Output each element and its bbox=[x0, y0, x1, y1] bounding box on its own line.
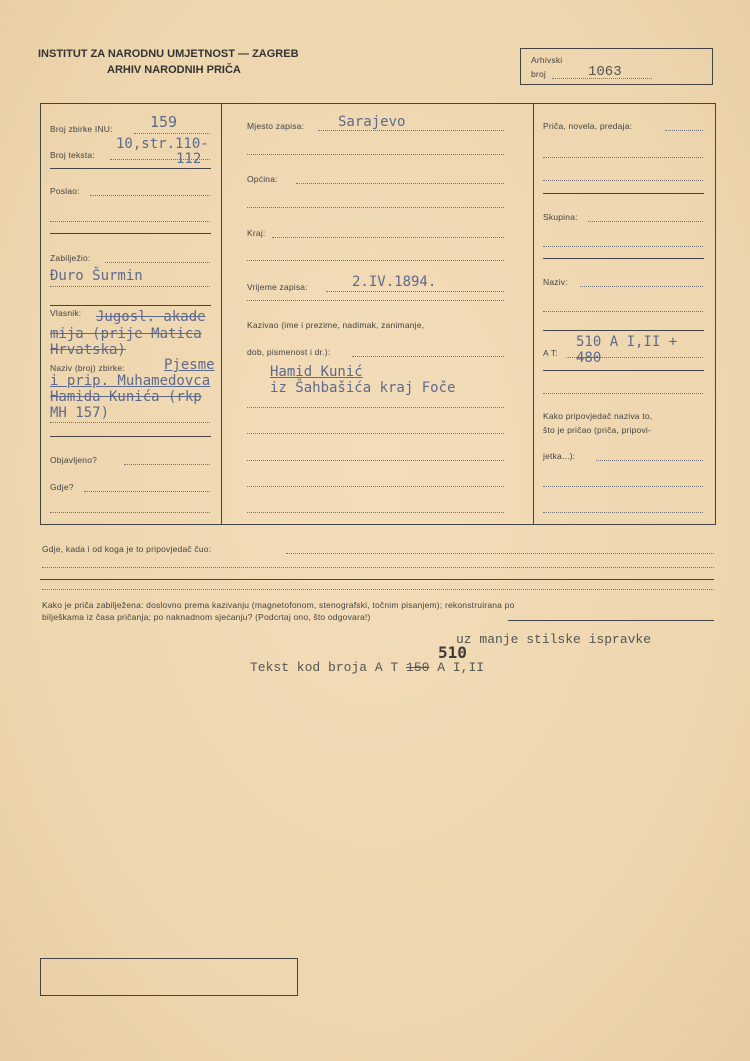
how-recorded-1: Kako je priča zabilježena: doslovno prema kazivanju (magnetofonom, stenografski, točnim pisanjem); rekonstruirana po bbox=[42, 600, 515, 610]
text-number-value-2: 112 bbox=[176, 151, 202, 167]
archive-number-label-2: broj bbox=[531, 69, 546, 79]
time-value: 2.IV.1894. bbox=[352, 274, 437, 290]
archive-number-label-1: Arhivski bbox=[531, 55, 563, 65]
narrator-value-1: Hamid Kunić bbox=[270, 364, 363, 380]
time-label: Vrijeme zapisa: bbox=[247, 282, 308, 292]
place-value: Sarajevo bbox=[338, 114, 406, 130]
recorded-label: Zabilježio: bbox=[50, 253, 91, 263]
narrator-label-1: Kazivao (ime i prezime, nadimak, zanimanje, bbox=[247, 320, 425, 330]
text-number-label: Broj teksta: bbox=[50, 150, 95, 160]
collection-name-value-2: i prip. Muhamedovca bbox=[50, 373, 211, 389]
owner-label: Vlasnik: bbox=[50, 308, 82, 318]
how-recorded-2: bilješkama iz časa pričanja; po naknadnom sjećanju? (Podcrtaj ono, što odgovara!) bbox=[42, 612, 371, 622]
narrator-label-2: dob, pismenost i dr.): bbox=[247, 347, 331, 357]
institute-title: INSTITUT ZA NARODNU UMJETNOST — ZAGREB bbox=[38, 48, 299, 60]
note-2: Tekst kod broja A T 150 A I,II bbox=[250, 660, 485, 675]
collection-name-value-4: MH 157) bbox=[50, 405, 110, 421]
owner-value-3: Hrvatska) bbox=[50, 342, 126, 358]
published-label: Objavljeno? bbox=[50, 455, 98, 465]
sent-label: Poslao: bbox=[50, 186, 80, 196]
heard-label: Gdje, kada i od koga je to pripovjedač čuo: bbox=[42, 544, 212, 554]
archive-number-value: 1063 bbox=[588, 64, 622, 80]
owner-value-1: Jugosl. akade bbox=[96, 309, 206, 325]
group-label: Skupina: bbox=[543, 212, 578, 222]
narrator-value-2: iz Šahbašića kraj Foče bbox=[270, 380, 456, 396]
note-2-correction: 510 bbox=[438, 643, 467, 662]
name-label: Naziv: bbox=[543, 277, 568, 287]
note-1: uz manje stilske ispravke bbox=[456, 632, 652, 647]
collection-value: 159 bbox=[150, 113, 178, 131]
genre-label: Priča, novela, predaja: bbox=[543, 121, 633, 131]
collection-name-label: Naziv (broj) zbirke: bbox=[50, 363, 125, 373]
place-label: Mjesto zapisa: bbox=[247, 121, 305, 131]
at-value-2: 480 bbox=[576, 350, 602, 366]
collection-name-value-3: Hamida Kunića (rkp bbox=[50, 389, 202, 405]
where-label: Gdje? bbox=[50, 482, 74, 492]
collection-label: Broj zbirke INU: bbox=[50, 124, 113, 134]
how-label-1: Kako pripovjedač naziva to, bbox=[543, 411, 653, 421]
how-label-3: jetka...): bbox=[543, 451, 576, 461]
at-label: A T: bbox=[543, 348, 558, 358]
archive-title: ARHIV NARODNIH PRIČA bbox=[107, 64, 241, 76]
text-number-value-1: 10,str.110- bbox=[116, 136, 209, 152]
bottom-box bbox=[40, 958, 298, 996]
at-value-1: 510 A I,II + bbox=[576, 334, 678, 350]
owner-value-2: mija (prije Matica bbox=[50, 326, 202, 342]
region-label: Kraj: bbox=[247, 228, 266, 238]
municipality-label: Općina: bbox=[247, 174, 278, 184]
collection-name-value-1: Pjesme bbox=[164, 357, 215, 373]
recorded-value: Đuro Šurmin bbox=[50, 268, 143, 284]
how-label-2: što je pričao (priča, pripovi- bbox=[543, 425, 652, 435]
